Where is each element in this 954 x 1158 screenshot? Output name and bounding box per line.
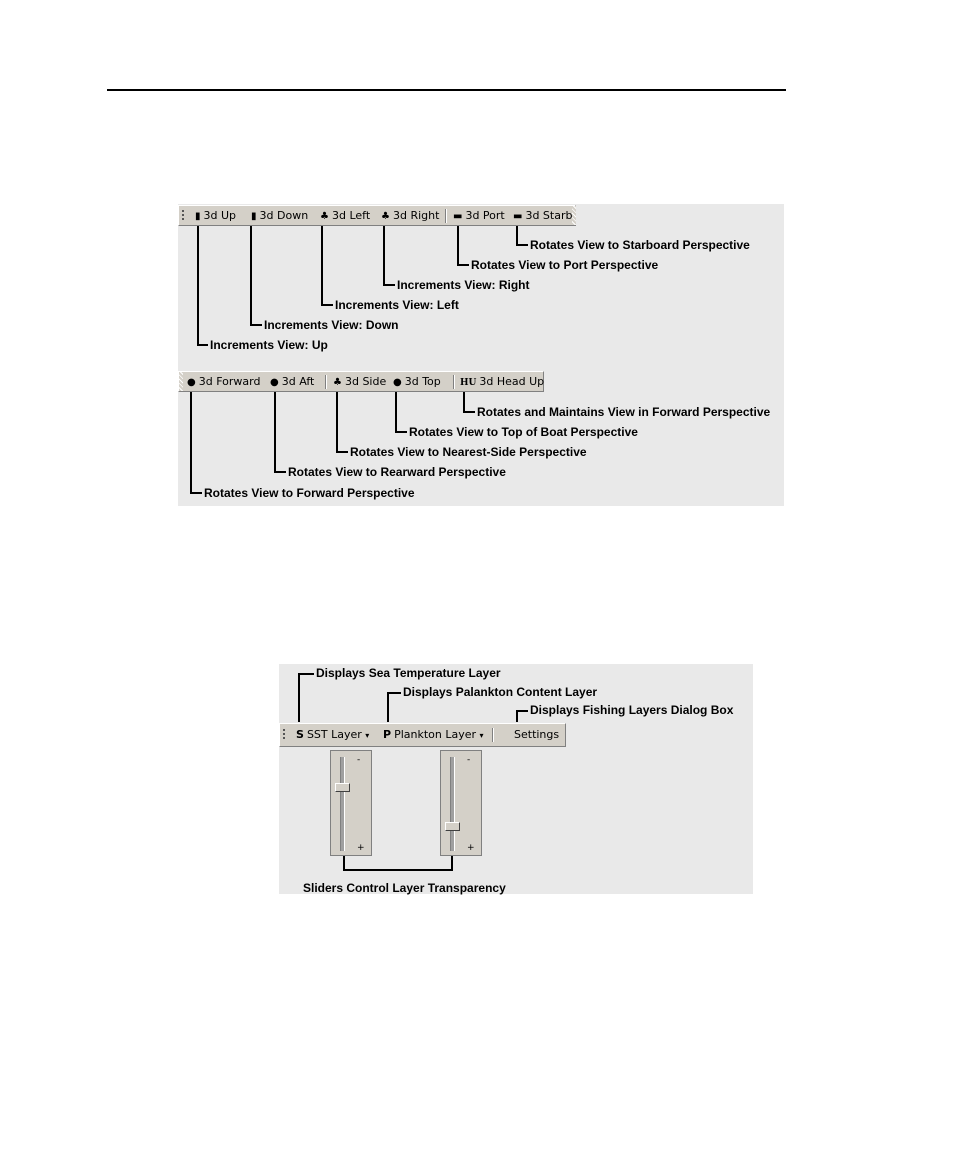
button-3d-down-label: 3d Down <box>259 209 309 222</box>
sst-icon: S <box>296 728 304 741</box>
callout-line <box>383 284 395 286</box>
toolbar-grip[interactable] <box>283 729 285 741</box>
toolbar-grip[interactable] <box>182 210 184 222</box>
button-3d-up[interactable] <box>195 208 236 224</box>
button-3d-left[interactable] <box>320 208 370 224</box>
boat-aft-icon: ● <box>270 377 279 388</box>
boat-top-icon: ● <box>393 377 402 388</box>
boat-forward-icon: ● <box>187 377 196 388</box>
button-3d-top-label: 3d Top <box>404 375 441 388</box>
callout-line <box>516 244 528 246</box>
callout-line <box>321 226 323 306</box>
annotation-settings: Displays Fishing Layers Dialog Box <box>530 703 734 717</box>
button-3d-right-label: 3d Right <box>392 209 440 222</box>
boat-starboard-icon: ▬ <box>513 211 523 222</box>
slider-minus-label: - <box>467 755 471 765</box>
settings-button[interactable] <box>514 727 559 743</box>
boat-up-icon: ▮ <box>195 211 201 222</box>
slider-plus-label: + <box>467 843 475 853</box>
button-3d-down[interactable] <box>251 208 308 224</box>
annotation-increment-left: Increments View: Left <box>335 298 459 312</box>
toolbar-separator <box>325 375 327 389</box>
button-3d-starb-label: 3d Starb <box>525 209 573 222</box>
boat-down-icon: ▮ <box>251 211 257 222</box>
sst-layer-label: SST Layer <box>306 728 362 741</box>
plankton-layer-dropdown[interactable] <box>383 727 484 743</box>
button-3d-forward-label: 3d Forward <box>198 375 261 388</box>
callout-line <box>274 392 276 473</box>
slider-thumb[interactable] <box>445 822 460 831</box>
toolbar-cut-edge <box>572 206 576 225</box>
boat-left-icon: ♣ <box>320 211 329 222</box>
button-3d-left-label: 3d Left <box>331 209 371 222</box>
toolbar-3d-increment <box>178 205 576 226</box>
plankton-layer-label: Plankton Layer <box>394 728 477 741</box>
callout-line <box>190 392 192 494</box>
callout-line <box>387 692 401 694</box>
annotation-aft: Rotates View to Rearward Perspective <box>288 465 506 479</box>
callout-line <box>321 304 333 306</box>
button-3d-aft[interactable] <box>270 374 314 390</box>
button-3d-top[interactable] <box>393 374 441 390</box>
toolbar-separator <box>445 209 447 223</box>
callout-line <box>298 673 314 675</box>
annotation-forward: Rotates View to Forward Perspective <box>204 486 415 500</box>
callout-line <box>336 451 348 453</box>
callout-line <box>298 673 300 722</box>
plankton-transparency-slider[interactable] <box>440 750 482 856</box>
button-3d-side-label: 3d Side <box>344 375 387 388</box>
annotation-increment-down: Increments View: Down <box>264 318 399 332</box>
annotation-side: Rotates View to Nearest-Side Perspective <box>350 445 587 459</box>
boat-port-icon: ▬ <box>453 211 463 222</box>
callout-line <box>197 226 199 346</box>
callout-line <box>387 692 389 722</box>
button-3d-port[interactable] <box>453 208 505 224</box>
callout-line <box>336 392 338 453</box>
callout-line <box>516 710 528 712</box>
callout-line <box>457 226 459 266</box>
chevron-down-icon: ▾ <box>365 731 370 740</box>
callout-line <box>463 392 465 413</box>
callout-line <box>274 471 286 473</box>
button-3d-aft-label: 3d Aft <box>281 375 315 388</box>
boat-side-icon: ♣ <box>333 377 342 388</box>
toolbar-separator <box>492 728 494 742</box>
button-3d-up-label: 3d Up <box>203 209 237 222</box>
plankton-icon: P <box>383 728 392 741</box>
callout-line <box>516 226 518 246</box>
button-3d-right[interactable] <box>381 208 439 224</box>
button-3d-starb[interactable] <box>513 208 572 224</box>
page-rule <box>107 89 786 91</box>
toolbar-separator <box>453 375 455 389</box>
annotation-port: Rotates View to Port Perspective <box>471 258 659 272</box>
slider-track <box>450 757 455 851</box>
chevron-down-icon: ▾ <box>479 731 484 740</box>
annotation-sliders: Sliders Control Layer Transparency <box>303 881 506 895</box>
toolbar-3d-perspective <box>178 371 544 392</box>
slider-plus-label: + <box>357 843 365 853</box>
annotation-plankton: Displays Palankton Content Layer <box>403 685 598 699</box>
sst-transparency-slider[interactable] <box>330 750 372 856</box>
annotation-increment-up: Increments View: Up <box>210 338 328 352</box>
annotation-top: Rotates View to Top of Boat Perspective <box>409 425 638 439</box>
annotation-sst: Displays Sea Temperature Layer <box>316 666 501 680</box>
slider-track <box>340 757 345 851</box>
settings-button-label: Settings <box>514 728 560 741</box>
callout-line <box>250 324 262 326</box>
slider-minus-label: - <box>357 755 361 765</box>
button-3d-port-label: 3d Port <box>465 209 505 222</box>
callout-line <box>463 411 475 413</box>
boat-right-icon: ♣ <box>381 211 390 222</box>
callout-line <box>395 431 407 433</box>
callout-line <box>190 492 202 494</box>
sst-layer-dropdown[interactable] <box>296 727 369 743</box>
button-3d-side[interactable] <box>333 374 386 390</box>
annotation-increment-right: Increments View: Right <box>397 278 530 292</box>
callout-line <box>250 226 252 326</box>
toolbar-cut-edge <box>179 372 183 391</box>
annotation-head-up: Rotates and Maintains View in Forward Perspective <box>477 405 771 419</box>
head-up-icon: HU <box>460 378 477 388</box>
callout-line <box>457 264 469 266</box>
button-3d-head-up-label: 3d Head Up <box>479 375 545 388</box>
slider-thumb[interactable] <box>335 783 350 792</box>
callout-line <box>383 226 385 286</box>
callout-line <box>197 344 208 346</box>
annotation-starboard: Rotates View to Starboard Perspective <box>530 238 750 252</box>
button-3d-head-up[interactable] <box>460 374 544 390</box>
toolbar-fishing-layers <box>279 723 566 747</box>
button-3d-forward[interactable] <box>187 374 260 390</box>
callout-line <box>343 869 453 871</box>
callout-line <box>395 392 397 433</box>
